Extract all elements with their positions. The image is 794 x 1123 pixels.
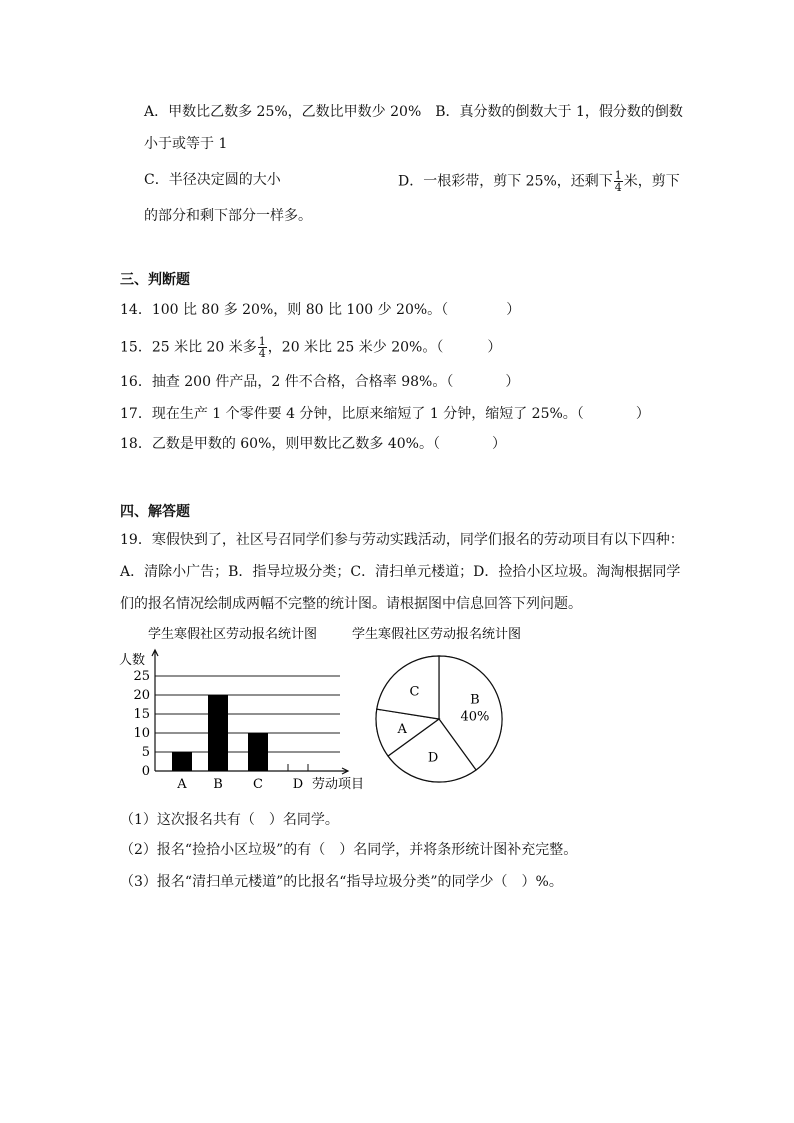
question-15: [120, 336, 501, 359]
x-tick-label: A: [177, 777, 187, 792]
y-tick-label: 20: [133, 688, 150, 703]
close-paren: ）: [506, 302, 521, 318]
close-paren: ）: [505, 374, 520, 390]
bar-b: [208, 695, 228, 771]
section-title-judgment: 三、判断题: [120, 272, 190, 288]
fraction-numerator: 1: [258, 335, 266, 348]
option-ab-line: A．甲数比乙数多 25%，乙数比甲数少 20% B．真分数的倒数大于 1，假分数的倒数: [144, 104, 683, 120]
pie-chart-title: 学生寒假社区劳动报名统计图: [352, 627, 522, 642]
bar-chart-ticks: [133, 669, 150, 779]
bar-chart-categories: [176, 777, 303, 792]
y-tick-label: 0: [141, 764, 150, 779]
bar-chart: [119, 624, 365, 794]
sub-question-2: （2）报名“捡拾小区垃圾”的有（ ）名同学，并将条形统计图补充完整。: [120, 842, 578, 858]
sub-question-1: （1）这次报名共有（ ）名同学。: [120, 812, 339, 828]
question-19-line3: 们的报名情况绘制成两幅不完整的统计图。请根据图中信息回答下列问题。: [120, 596, 582, 612]
question-18: [120, 434, 506, 454]
question-19-line2: A．清除小广告；B．指导垃圾分类；C．清扫单元楼道；D．捡拾小区垃圾。淘淘根据同学: [120, 564, 681, 580]
option-d-text: D．一根彩带，剪下 25%，还剩下: [398, 173, 613, 190]
bar-chart-grid: [155, 676, 340, 752]
x-tick-label: C: [253, 777, 263, 792]
question-15-text-end: ，20 米比 25 米少 20%。（: [267, 339, 444, 356]
question-14: [120, 300, 520, 320]
y-tick-label: 15: [133, 707, 150, 722]
pie-label: D: [427, 750, 439, 766]
y-tick-label: 10: [133, 726, 150, 741]
question-15-text: 15．25 米比 20 米多: [120, 339, 257, 356]
bar-a: [172, 752, 192, 771]
pie-label: C: [409, 684, 420, 700]
close-paren: ）: [635, 406, 650, 422]
question-16-text: 16．抽查 200 件产品，2 件不合格，合格率 98%。（: [120, 374, 454, 390]
option-d-text-end: 米，剪下: [623, 173, 680, 190]
sub-question-3: （3）报名“清扫单元楼道”的比报名“指导垃圾分类”的同学少（ ）%。: [120, 874, 563, 890]
close-paren: ）: [491, 436, 506, 452]
bar-chart-title: 学生寒假社区劳动报名统计图: [148, 627, 318, 642]
pie-value-label: 40%: [460, 709, 490, 725]
pie-slice-c: [377, 656, 439, 719]
option-d-continued: 的部分和剩下部分一样多。: [144, 208, 312, 224]
option-d: [398, 170, 680, 193]
fraction-denominator: 4: [614, 181, 622, 194]
question-18-text: 18．乙数是甲数的 60%，则甲数比乙数多 40%。（: [120, 436, 440, 452]
question-17-text: 17．现在生产 1 个零件要 4 分钟，比原来缩短了 1 分钟，缩短了 25%。（: [120, 406, 584, 422]
x-tick-label: B: [213, 777, 223, 792]
pie-label: B: [470, 692, 480, 708]
bar-chart-ylabel: 人数: [119, 653, 146, 668]
question-17: [120, 404, 650, 424]
option-d-fraction: [614, 170, 623, 193]
pie-label: A: [397, 721, 407, 737]
fraction-numerator: 1: [614, 169, 622, 182]
question-16: [120, 372, 519, 392]
pie-chart: [352, 624, 562, 794]
option-c: C．半径决定圆的大小: [144, 172, 281, 188]
bar-chart-xlabel: 劳动项目: [312, 777, 365, 792]
section-title-solution: 四、解答题: [120, 504, 190, 520]
x-tick-label: D: [292, 777, 304, 792]
y-tick-label: 25: [133, 669, 150, 684]
question-14-text: 14．100 比 80 多 20%，则 80 比 100 少 20%。（: [120, 302, 449, 318]
option-b-continued: 小于或等于 1: [144, 136, 228, 152]
question-19-line1: 19．寒假快到了，社区号召同学们参与劳动实践活动，同学们报名的劳动项目有以下四种：: [120, 532, 684, 548]
fraction-denominator: 4: [258, 347, 266, 360]
close-paren: ）: [487, 339, 502, 356]
question-15-fraction: [258, 336, 267, 359]
bar-c: [248, 733, 268, 771]
y-tick-label: 5: [141, 745, 150, 760]
